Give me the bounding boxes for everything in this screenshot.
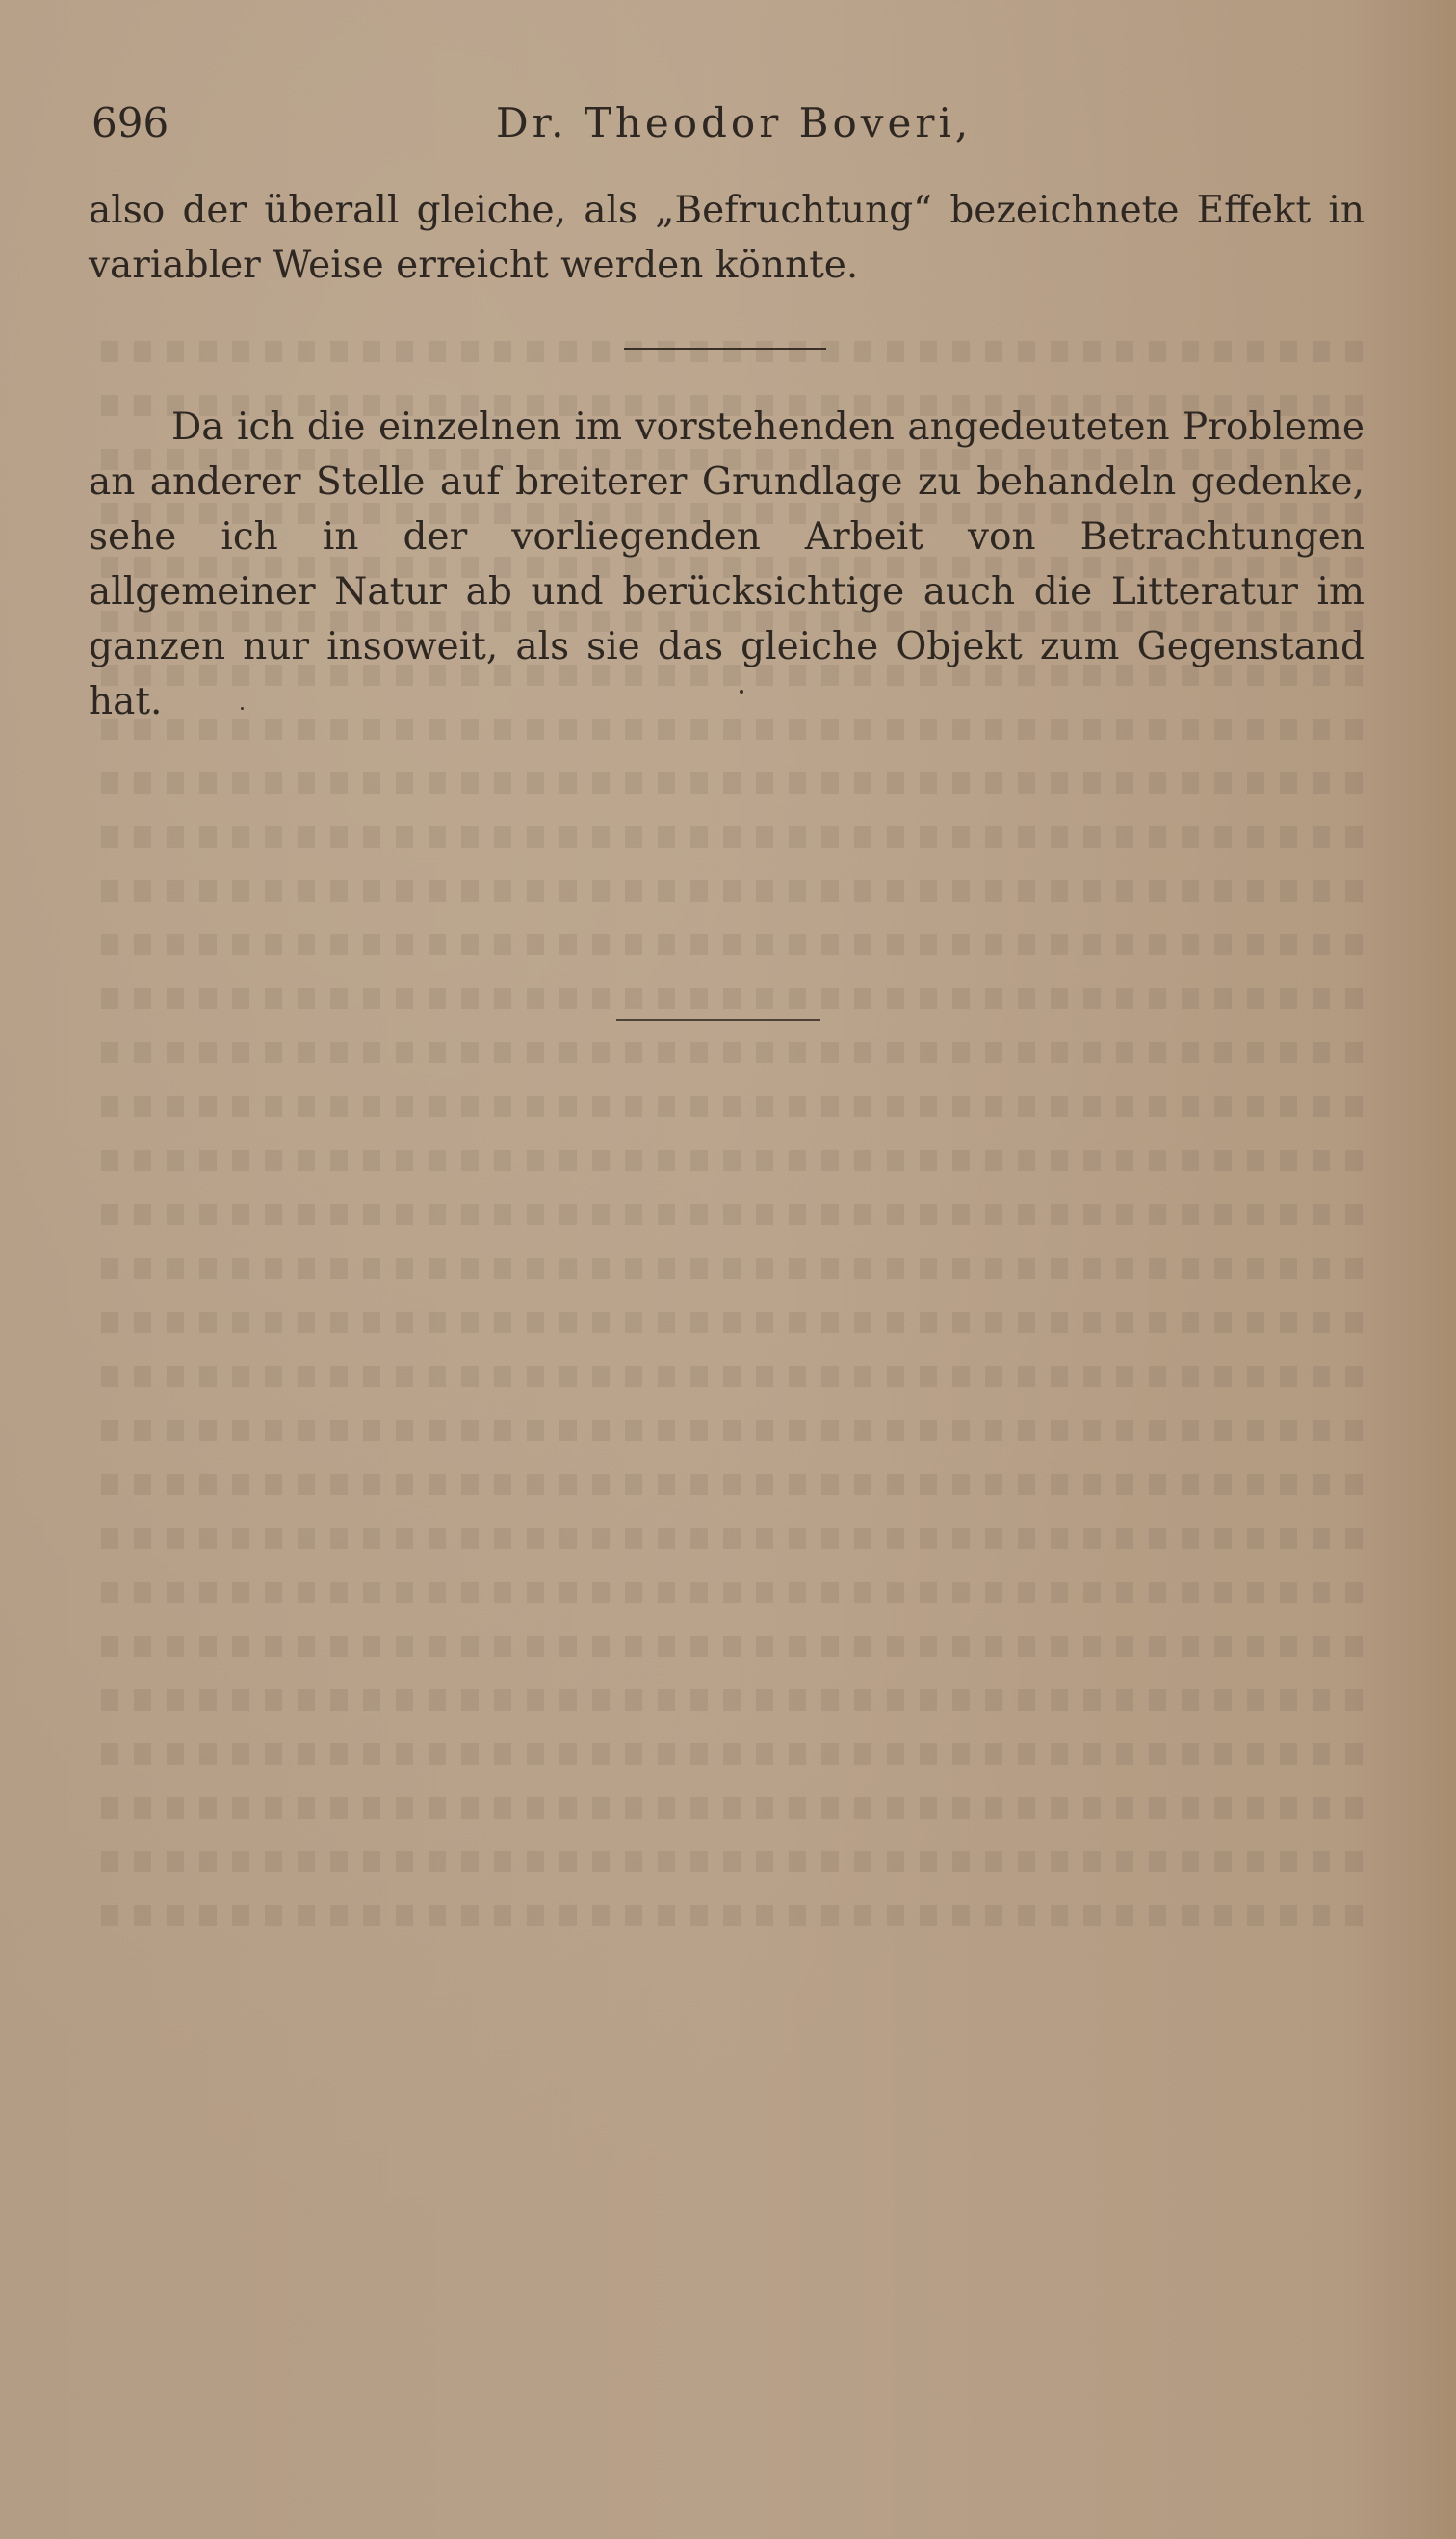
running-head: Dr. Theodor Boveri, <box>496 99 973 146</box>
paragraph-1-text: also der überall gleiche, als „Befruchtung“ bezeichnete Effekt in variabler Weise erreicht werden könnte. <box>89 189 1365 287</box>
section-divider <box>624 348 826 350</box>
page-number: 696 <box>91 99 169 146</box>
paragraph-2 <box>89 400 1365 729</box>
end-rule <box>616 1019 820 1021</box>
paragraph-1 <box>89 183 1365 293</box>
ink-speck <box>241 707 244 710</box>
page-header <box>91 94 1363 152</box>
paragraph-2-text: Da ich die einzelnen im vorstehenden angedeuteten Probleme an anderer Stelle auf breiterer Grundlage zu behandeln gedenke, sehe ich in der vorliegenden Arbeit von Betrachtungen allgemeiner Natur ab und berücksichtige auch die Litteratur im ganzen nur insoweit, als sie das gleiche Objekt zum Gegenstand hat. <box>89 406 1365 723</box>
ink-speck <box>740 690 743 694</box>
